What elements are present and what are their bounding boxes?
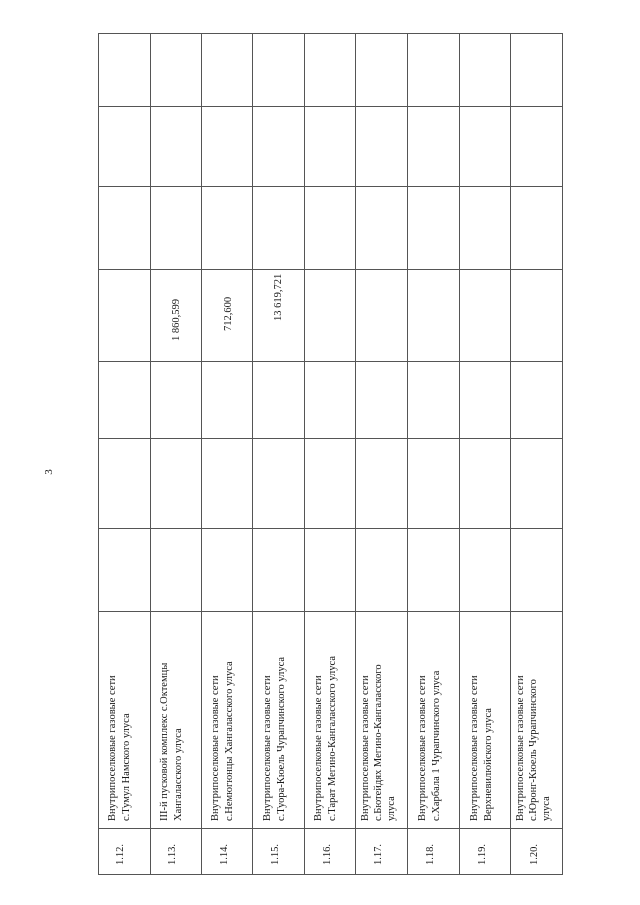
- row-name-line: Внутрипоселковые газовые сети: [515, 675, 526, 821]
- row-name-line: Хангаласского улуса: [173, 728, 184, 821]
- grid-line: [252, 33, 253, 875]
- row-name-line: Внутрипоселковые газовые сети: [262, 675, 273, 821]
- row-number: 1.15.: [270, 844, 281, 865]
- row-number: 1.20.: [529, 844, 540, 865]
- row-number: 1.12.: [115, 844, 126, 865]
- row-name-line: Внутрипоселковые газовые сети: [313, 675, 324, 821]
- row-name-line: с.Туора-Кюель Чурапчинского улуса: [276, 656, 287, 821]
- row-name-line: Внутрипоселковые газовые сети: [469, 675, 480, 821]
- grid-line: [355, 33, 356, 875]
- grid-line: [98, 874, 563, 875]
- grid-line: [98, 269, 563, 270]
- row-number: 1.18.: [425, 844, 436, 865]
- grid-line: [98, 828, 563, 829]
- grid-line: [201, 33, 202, 875]
- grid-line: [98, 33, 99, 875]
- row-name-line: с.Юронг-Кюель Чурапчинского: [528, 679, 539, 821]
- grid-line: [562, 33, 563, 875]
- grid-line: [150, 33, 151, 875]
- grid-line: [98, 33, 563, 34]
- row-name-line: Внутрипоселковые газовые сети: [417, 675, 428, 821]
- grid-line: [407, 33, 408, 875]
- row-name-line: улуса: [386, 796, 397, 821]
- row-name-line: с.Немюгюнцы Хангаласского улуса: [224, 661, 235, 821]
- row-name-line: III-й пусковой комплекс с.Октемцы: [159, 662, 170, 821]
- row-number: 1.19.: [477, 844, 488, 865]
- row-value: 1 860,599: [171, 299, 182, 341]
- grid-line: [459, 33, 460, 875]
- grid-line: [98, 106, 563, 107]
- row-name-line: с.Тарат Мегино-Кангаласского улуса: [327, 656, 338, 821]
- row-value: 13 619,721: [273, 273, 284, 321]
- grid-line: [98, 186, 563, 187]
- row-number: 1.16.: [322, 844, 333, 865]
- grid-line: [98, 438, 563, 439]
- row-value: 712,600: [223, 296, 234, 331]
- row-name-line: Внутрипоселковые газовые сети: [210, 675, 221, 821]
- row-name-line: улуса: [541, 796, 552, 821]
- row-number: 1.13.: [167, 844, 178, 865]
- row-name-line: Верхневилюйского улуса: [483, 708, 494, 821]
- grid-line: [98, 611, 563, 612]
- row-name-line: Внутрипоселковые газовые сети: [107, 675, 118, 821]
- row-name-line: с.Бютейдях Мегино-Кангаласского: [373, 664, 384, 821]
- grid-line: [98, 528, 563, 529]
- document-table: [98, 33, 563, 875]
- grid-line: [510, 33, 511, 875]
- row-number: 1.14.: [219, 844, 230, 865]
- grid-line: [304, 33, 305, 875]
- row-number: 1.17.: [373, 844, 384, 865]
- row-name-line: с.Харбала 1 Чурапчинского улуса: [431, 670, 442, 821]
- row-name-line: Внутрипоселковые газовые сети: [360, 675, 371, 821]
- page-number: 3: [42, 469, 55, 475]
- grid-line: [98, 361, 563, 362]
- row-name-line: с.Тумул Намского улуса: [121, 713, 132, 821]
